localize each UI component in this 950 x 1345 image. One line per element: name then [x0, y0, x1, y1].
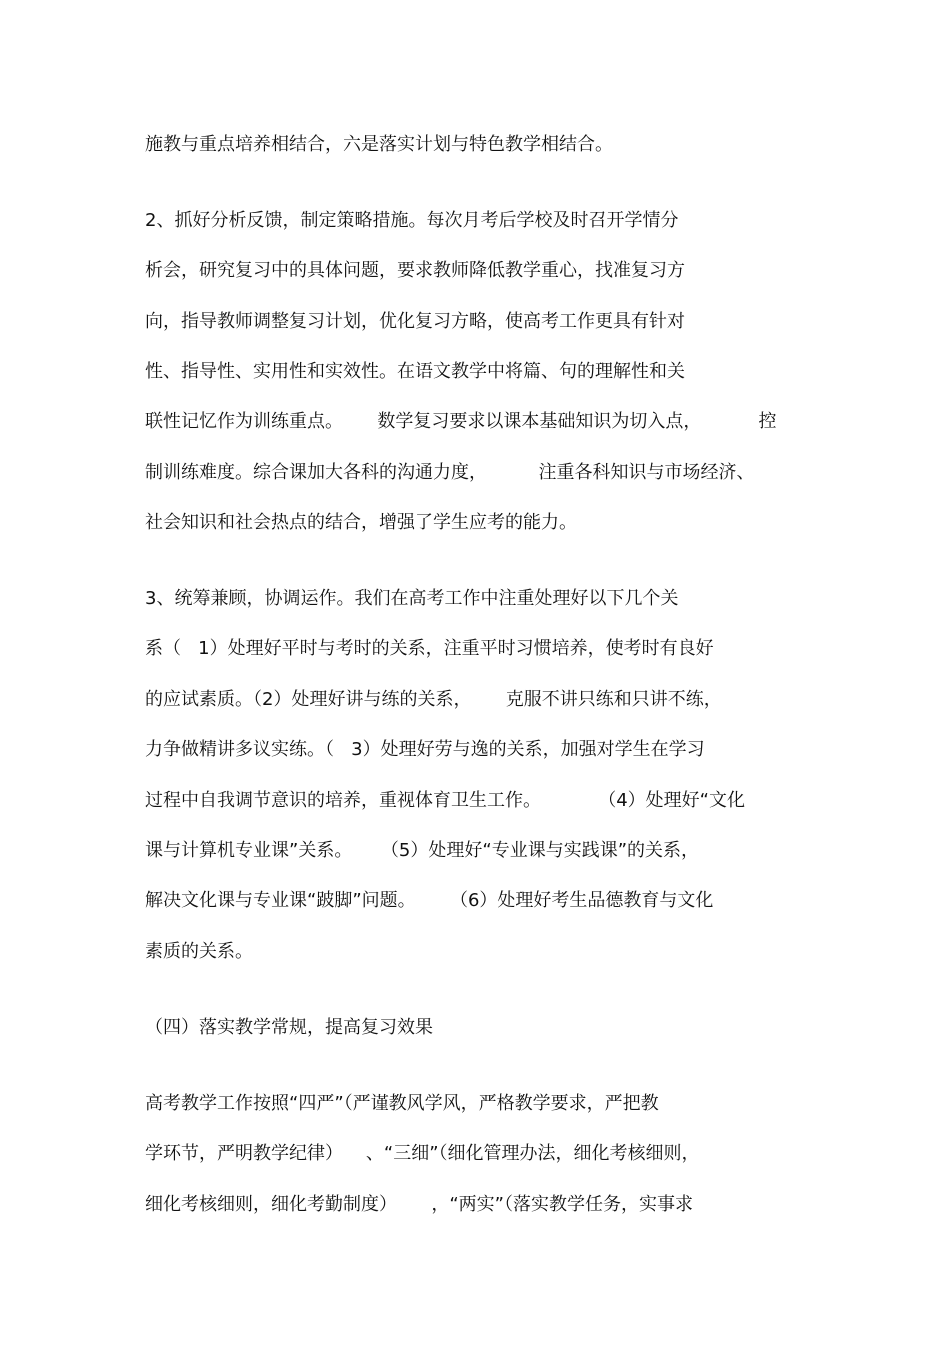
text-line: 性、指导性、实用性和实效性。在语文教学中将篇、句的理解性和关	[145, 361, 685, 382]
text-line: 解决文化课与专业课“跛脚”问题。 （6）处理好考生品德教育与文化	[145, 890, 714, 911]
text-line: 析会，研究复习中的具体问题，要求教师降低教学重心，找准复习方	[145, 260, 685, 281]
text-line: 学环节，严明教学纪律） 、“三细”（细化管理办法，细化考核细则，	[145, 1143, 700, 1164]
text-line: 制训练难度。综合课加大各科的沟通力度， 注重各科知识与市场经济、	[145, 462, 755, 483]
text-line: 施教与重点培养相结合，六是落实计划与特色教学相结合。	[145, 134, 613, 155]
text-line: 过程中自我调节意识的培养，重视体育卫生工作。 （4）处理好“文化	[145, 790, 745, 811]
text-line: 力争做精讲多议实练。（ 3）处理好劳与逸的关系，加强对学生在学习	[145, 739, 705, 760]
section-heading: （四）落实教学常规，提高复习效果	[145, 1017, 433, 1038]
text-line: 社会知识和社会热点的结合，增强了学生应考的能力。	[145, 512, 577, 533]
text-line: 高考教学工作按照“四严”（严谨教风学风，严格教学要求，严把教	[145, 1093, 659, 1114]
text-line: 细化考核细则，细化考勤制度） ，“两实”（落实教学任务，实事求	[145, 1194, 693, 1215]
text-line: 2、抓好分析反馈，制定策略措施。每次月考后学校及时召开学情分	[145, 210, 679, 231]
text-line: 3、统筹兼顾，协调运作。我们在高考工作中注重处理好以下几个关	[145, 588, 679, 609]
text-line: 素质的关系。	[145, 941, 253, 962]
text-line: 联性记忆作为训练重点。 数学复习要求以课本基础知识为切入点， 控	[145, 411, 777, 432]
text-line: 课与计算机专业课”关系。 （5）处理好“专业课与实践课”的关系，	[145, 840, 700, 861]
text-line: 系（ 1）处理好平时与考时的关系，注重平时习惯培养，使考时有良好	[145, 638, 714, 659]
text-line: 的应试素质。（2）处理好讲与练的关系， 克服不讲只练和只讲不练，	[145, 689, 722, 710]
text-line: 向，指导教师调整复习计划，优化复习方略，使高考工作更具有针对	[145, 311, 685, 332]
